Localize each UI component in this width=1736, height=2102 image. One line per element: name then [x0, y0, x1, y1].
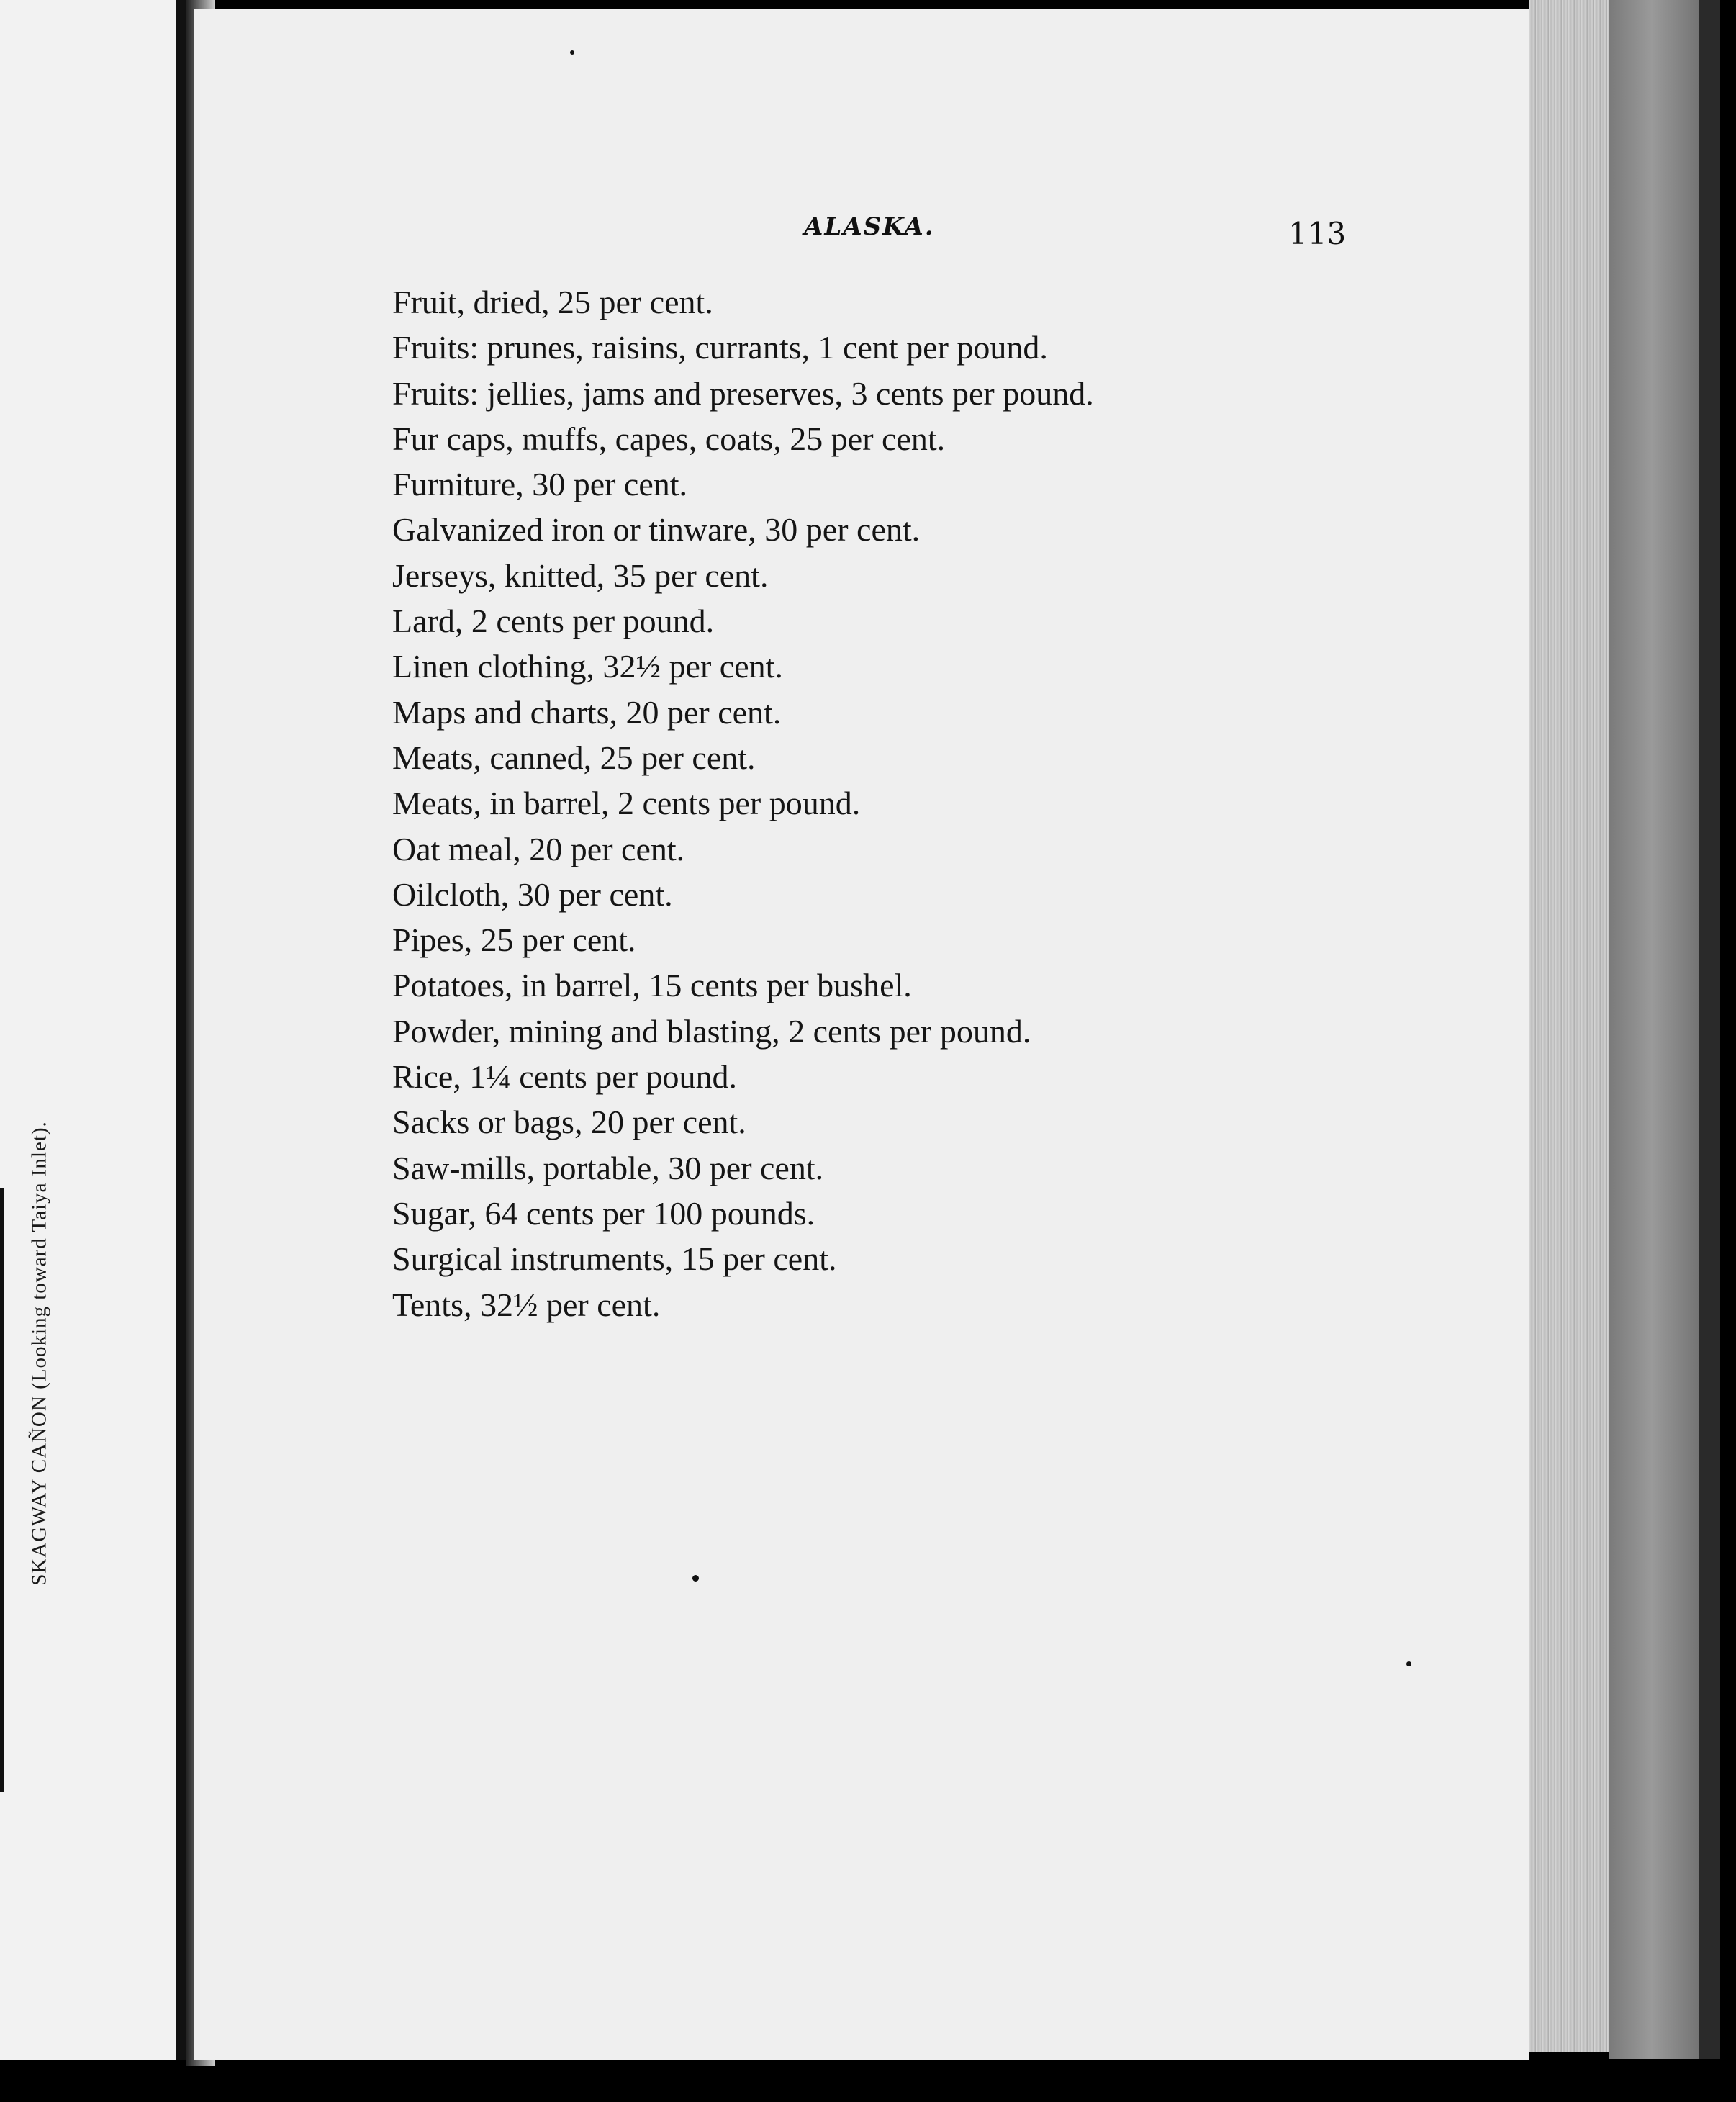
list-item: Fruit, dried, 25 per cent.: [392, 284, 713, 320]
list-item: Oat meal, 20 per cent.: [392, 830, 685, 867]
list-item: Potatoes, in barrel, 15 cents per bushel.: [392, 967, 912, 1004]
list-item: Saw-mills, portable, 30 per cent.: [392, 1149, 824, 1186]
running-title: ALASKA.: [804, 212, 935, 241]
ink-speck: [1406, 1661, 1411, 1666]
list-item: Sugar, 64 cents per 100 pounds.: [392, 1194, 815, 1232]
list-item: Sacks or bags, 20 per cent.: [392, 1104, 746, 1141]
list-item: Oilcloth, 30 per cent.: [392, 875, 673, 913]
page-number: 113: [1288, 216, 1347, 251]
list-item: Meats, in barrel, 2 cents per pound.: [392, 785, 861, 822]
list-item: Jerseys, knitted, 35 per cent.: [392, 556, 769, 594]
list-item: Surgical instruments, 15 per cent.: [392, 1240, 837, 1278]
list-item: Tents, 32½ per cent.: [392, 1286, 661, 1323]
list-item: Galvanized iron or tinware, 30 per cent.: [392, 511, 921, 549]
list-item: Maps and charts, 20 per cent.: [392, 693, 782, 731]
book-cover-dark-edge: [1699, 0, 1720, 2059]
list-item: Fruits: prunes, raisins, currants, 1 cent per pound.: [392, 329, 1048, 366]
tariff-list: [392, 279, 1094, 1327]
list-item: Fur caps, muffs, capes, coats, 25 per cent.: [392, 420, 946, 457]
list-item: Linen clothing, 32½ per cent.: [392, 648, 783, 685]
list-item: Meats, canned, 25 per cent.: [392, 739, 756, 776]
plate-border-rule: [0, 1188, 4, 1792]
list-item: Rice, 1¼ cents per pound.: [392, 1058, 738, 1096]
ink-speck: [570, 50, 574, 55]
facing-plate-page: [0, 0, 186, 2060]
plate-caption: SKAGWAY CAÑON (Looking toward Taiya Inlet).: [27, 1121, 51, 1586]
ink-speck: [692, 1575, 699, 1582]
list-item: Fruits: jellies, jams and preserves, 3 cents per pound.: [392, 374, 1094, 412]
list-item: Powder, mining and blasting, 2 cents per pound.: [392, 1012, 1031, 1050]
list-item: Pipes, 25 per cent.: [392, 921, 636, 959]
list-item: Furniture, 30 per cent.: [392, 466, 688, 503]
list-item: Lard, 2 cents per pound.: [392, 603, 715, 640]
